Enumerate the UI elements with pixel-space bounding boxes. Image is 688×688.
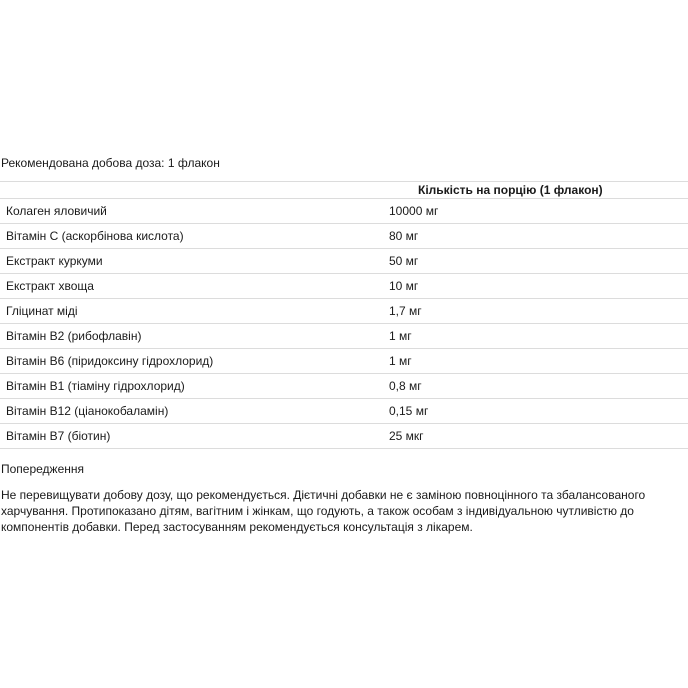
- product-info-content: [0, 153, 688, 535]
- table-row: [0, 299, 688, 324]
- table-row: [0, 249, 688, 274]
- table-row: [0, 374, 688, 399]
- ingredient-amount: 50 мг: [383, 249, 688, 274]
- ingredient-amount: 1,7 мг: [383, 299, 688, 324]
- recommended-dose: Рекомендована добова доза: 1 флакон: [1, 156, 220, 170]
- table-row: [0, 424, 688, 449]
- header-ingredient: [0, 182, 383, 199]
- table-row: [0, 324, 688, 349]
- ingredient-name: Екстракт куркуми: [0, 249, 383, 274]
- ingredient-amount: 10 мг: [383, 274, 688, 299]
- header-amount-per-serving: Кількість на порцію (1 флакон): [383, 182, 688, 199]
- table-row: [0, 274, 688, 299]
- ingredient-name: Вітамін В6 (піридоксину гідрохлорид): [0, 349, 383, 374]
- table-row: [0, 199, 688, 224]
- table-row: [0, 399, 688, 424]
- ingredient-amount: 10000 мг: [383, 199, 688, 224]
- nutrient-table: [0, 181, 688, 449]
- ingredient-amount: 0,8 мг: [383, 374, 688, 399]
- table-row: [0, 224, 688, 249]
- table-header-row: [0, 182, 688, 199]
- warning-heading: Попередження: [1, 462, 85, 476]
- ingredient-amount: 1 мг: [383, 349, 688, 374]
- ingredient-name: Вітамін С (аскорбінова кислота): [0, 224, 383, 249]
- ingredient-name: Вітамін В2 (рибофлавін): [0, 324, 383, 349]
- ingredient-amount: 80 мг: [383, 224, 688, 249]
- ingredient-amount: 25 мкг: [383, 424, 688, 449]
- ingredient-name: Гліцинат міді: [0, 299, 383, 324]
- ingredient-name: Колаген яловичий: [0, 199, 383, 224]
- ingredient-amount: 1 мг: [383, 324, 688, 349]
- table-row: [0, 349, 688, 374]
- ingredient-amount: 0,15 мг: [383, 399, 688, 424]
- warning-text: Не перевищувати добову дозу, що рекомендується. Дієтичні добавки не є заміною повноцінного та збалансованого харчування. Протипоказано дітям, вагітним і жінкам, що годують, а також особам з індивідуальною чутливістю до компонентів добавки. Перед застосуванням рекомендується консультація з лікарем.: [1, 488, 646, 534]
- ingredient-name: Вітамін В12 (ціанокобаламін): [0, 399, 383, 424]
- ingredient-name: Вітамін В7 (біотин): [0, 424, 383, 449]
- ingredient-name: Екстракт хвоща: [0, 274, 383, 299]
- ingredient-name: Вітамін В1 (тіаміну гідрохлорид): [0, 374, 383, 399]
